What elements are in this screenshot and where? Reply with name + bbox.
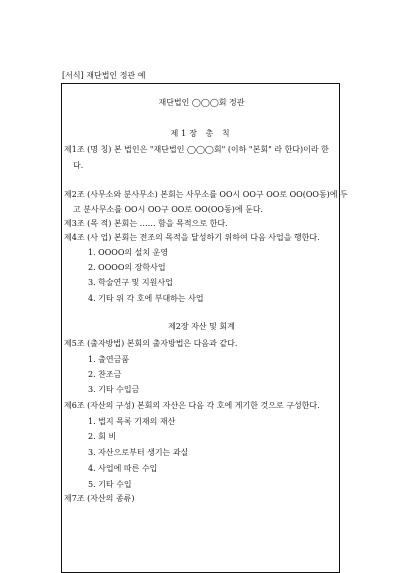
article-5-item-1: 1. 출연금품 [88,355,130,364]
article-6-item-1: 1. 법지 목록 기재의 재산 [88,417,176,426]
article-2-line-2: 고 분사무소를 OO시 OO구 OO로 OO(OO동)에 둔다. [73,205,264,214]
article-7: 제7조 (자산의 종류) [64,494,135,503]
article-5: 제5조 (출자방법) 본회의 출자방법은 다음과 같다. [64,339,238,348]
article-5-item-3: 3. 기타 수입금 [88,385,140,394]
article-6-item-4: 4. 사업에 따른 수입 [88,464,158,473]
chapter-1-heading: 제1장 총 칙 [170,129,233,138]
article-4-item-3: 3. 학술연구 및 지원사업 [88,278,173,287]
article-4-item-2: 2. OOOO의 장학사업 [88,263,166,272]
article-3: 제3조 (목 적) 본회는 …… 함을 목적으로 한다. [64,219,228,228]
article-1-line-2: 다. [73,161,84,170]
article-4-item-1: 1. OOOO의 설치 운영 [88,248,169,257]
chapter-2-heading: 제2장 자산 및 회계 [168,322,235,331]
article-6-item-3: 3. 자산으로부터 생기는 과실 [88,448,189,457]
article-4-item-4: 4. 기타 위 각 호에 부대하는 사업 [88,294,204,303]
article-2-line-1: 제2조 (사무소와 분사무소) 본회는 사무소를 OO시 OO구 OO로 OO(OO동)에 두 [64,190,348,199]
article-6-item-2: 2. 회 비 [88,432,117,441]
article-5-item-2: 2. 찬조금 [88,370,122,379]
form-caption: [서식] 재단법인 정관 예 [62,71,146,80]
article-4: 제4조 (사 업) 본회는 전조의 목적을 달성하기 위하여 다음 사업을 행한다. [64,233,320,242]
article-6: 제6조 (자산의 구성) 본회의 자산은 다음 각 호에 게기한 것으로 구성한다. [64,401,320,410]
document-title: 재단법인 ◯◯◯회 정관 [158,98,245,107]
article-6-item-5: 5. 기타 수입 [88,480,132,489]
article-1-line-1: 제1조 (명 칭) 본 법인은 "재단법인 ◯◯◯회" (이하 "본회" 라 한다)이라 한 [64,145,329,154]
document-frame [61,83,348,573]
